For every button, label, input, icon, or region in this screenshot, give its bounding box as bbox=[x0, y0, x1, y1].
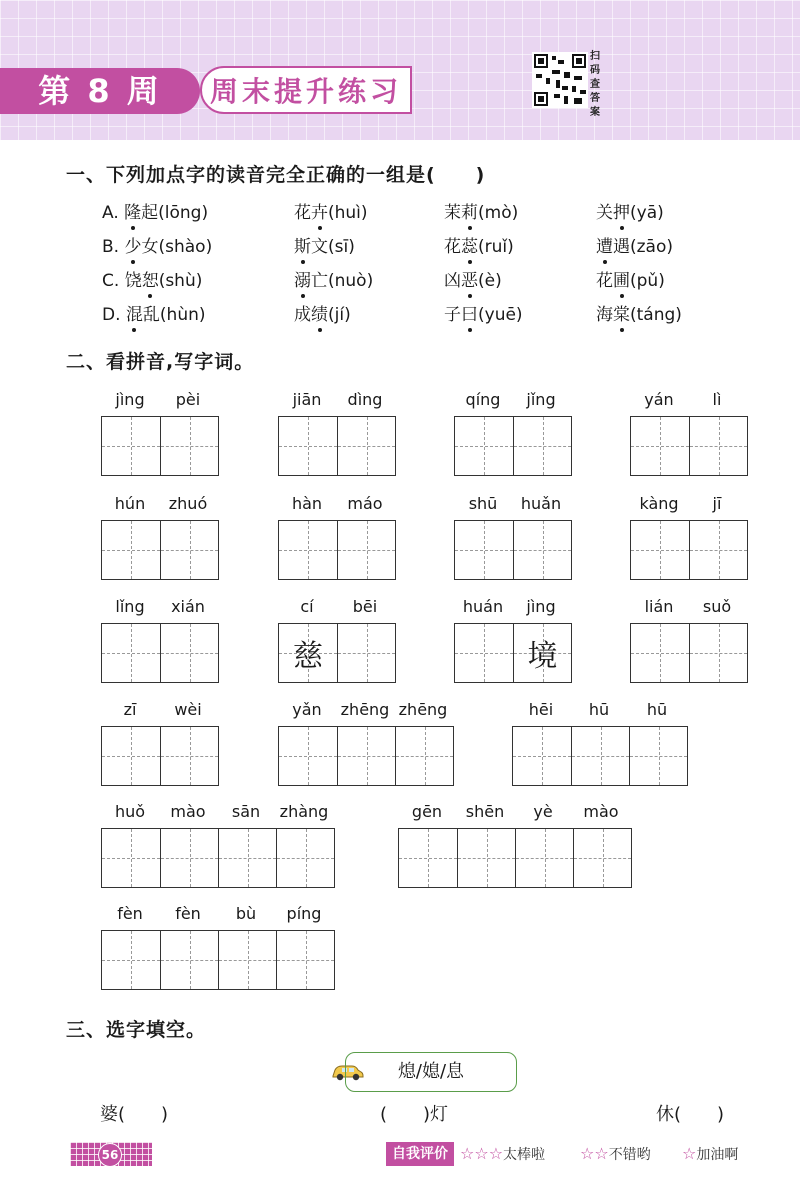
rating-good-label: 不错哟 bbox=[608, 1147, 651, 1163]
header-band bbox=[0, 0, 800, 140]
grid-row5-2[interactable] bbox=[398, 828, 632, 888]
writing-cell[interactable] bbox=[631, 417, 689, 475]
writing-cell[interactable] bbox=[279, 417, 337, 475]
rating-good[interactable] bbox=[580, 1142, 651, 1167]
star-icon: ☆ bbox=[682, 1144, 697, 1163]
pinyin-label: fèn bbox=[175, 904, 201, 923]
pinyin-label: sān bbox=[231, 802, 261, 821]
grid-row1-2[interactable] bbox=[278, 416, 396, 476]
qr-code-icon[interactable] bbox=[532, 52, 588, 108]
grid-row1-4[interactable] bbox=[630, 416, 748, 476]
dotted-char: 曰 bbox=[461, 305, 478, 325]
grid-row3-4[interactable] bbox=[630, 623, 748, 683]
pinyin-label: xián bbox=[171, 597, 205, 616]
option-b-4: 遭遇(zāo) bbox=[596, 237, 674, 257]
star-icon: ☆☆☆ bbox=[460, 1144, 504, 1163]
grid-row2-2[interactable] bbox=[278, 520, 396, 580]
writing-cell[interactable] bbox=[689, 521, 747, 579]
writing-cell[interactable] bbox=[629, 727, 687, 785]
given-character: 慈 bbox=[293, 639, 323, 674]
fill-blank-1[interactable]: 婆( ) bbox=[100, 1104, 169, 1125]
dotted-char: 隆 bbox=[124, 203, 142, 223]
writing-cell[interactable] bbox=[631, 521, 689, 579]
grid-row5-1[interactable] bbox=[101, 828, 335, 888]
writing-cell[interactable] bbox=[689, 624, 747, 682]
option-letter: C. bbox=[102, 271, 125, 291]
option-c-1: C. 饶恕(shù) bbox=[102, 271, 203, 291]
writing-cell[interactable] bbox=[513, 624, 571, 682]
pinyin-label: zhēng bbox=[398, 700, 448, 719]
pinyin-label: jìng bbox=[115, 390, 145, 409]
pinyin-label: huǎn bbox=[520, 494, 562, 513]
writing-cell[interactable] bbox=[573, 829, 631, 887]
writing-cell[interactable] bbox=[395, 727, 453, 785]
option-d-3: 子曰(yuē) bbox=[444, 305, 523, 325]
writing-cell[interactable] bbox=[160, 829, 218, 887]
option-c-4: 花圃(pǔ) bbox=[596, 271, 665, 291]
writing-cell[interactable] bbox=[455, 624, 513, 682]
pinyin-label: máo bbox=[347, 494, 383, 513]
grid-row2-3[interactable] bbox=[454, 520, 572, 580]
pinyin-label: shēn bbox=[465, 802, 505, 821]
writing-cell[interactable] bbox=[279, 624, 337, 682]
writing-cell[interactable] bbox=[160, 727, 218, 785]
dotted-char: 卉 bbox=[311, 203, 328, 223]
option-a-2: 花卉(huì) bbox=[294, 203, 368, 223]
writing-cell[interactable] bbox=[571, 727, 629, 785]
pinyin-label: cí bbox=[300, 597, 314, 616]
grid-row2-4[interactable] bbox=[630, 520, 748, 580]
pinyin-label: lǐng bbox=[115, 597, 145, 616]
grid-row2-1[interactable] bbox=[101, 520, 219, 580]
pinyin-label: lián bbox=[644, 597, 674, 616]
dotted-char: 恕 bbox=[141, 271, 159, 291]
writing-cell[interactable] bbox=[337, 521, 395, 579]
grid-row3-3[interactable] bbox=[454, 623, 572, 683]
writing-cell[interactable] bbox=[455, 417, 513, 475]
writing-cell[interactable] bbox=[102, 624, 160, 682]
writing-cell[interactable] bbox=[513, 727, 571, 785]
pinyin-label: lì bbox=[712, 390, 722, 409]
grid-row1-1[interactable] bbox=[101, 416, 219, 476]
pinyin-label: yǎn bbox=[292, 700, 322, 719]
writing-cell[interactable] bbox=[279, 521, 337, 579]
page-number: 56 bbox=[98, 1143, 122, 1167]
grid-row3-1[interactable] bbox=[101, 623, 219, 683]
pinyin-label: zhàng bbox=[279, 802, 329, 821]
option-c-3: 凶恶(è) bbox=[444, 271, 502, 291]
pinyin-label: wèi bbox=[174, 700, 202, 719]
given-character: 境 bbox=[527, 639, 558, 674]
pinyin-label: yán bbox=[644, 390, 674, 409]
pinyin-label: yè bbox=[533, 802, 553, 821]
writing-cell[interactable] bbox=[513, 521, 571, 579]
pinyin-label: suǒ bbox=[702, 597, 732, 616]
pinyin-label: bù bbox=[235, 904, 257, 923]
pinyin-label: jiān bbox=[292, 390, 322, 409]
writing-cell[interactable] bbox=[218, 829, 276, 887]
fill-blank-2[interactable]: ( )灯 bbox=[380, 1104, 449, 1125]
pinyin-label: píng bbox=[286, 904, 322, 923]
writing-cell[interactable] bbox=[160, 931, 218, 989]
writing-cell[interactable] bbox=[279, 727, 337, 785]
writing-cell[interactable] bbox=[102, 829, 160, 887]
dotted-char: 圃 bbox=[613, 271, 630, 291]
pinyin-label: hàn bbox=[291, 494, 323, 513]
option-a-3: 茉莉(mò) bbox=[444, 203, 519, 223]
writing-cell[interactable] bbox=[337, 417, 395, 475]
week-badge: 第 8 周 bbox=[0, 68, 200, 114]
dotted-char: 莉 bbox=[461, 203, 478, 223]
option-b-1: B. 少女(shào) bbox=[102, 237, 213, 257]
pinyin-label: hū bbox=[588, 700, 610, 719]
writing-cell[interactable] bbox=[102, 417, 160, 475]
grid-row4-3[interactable] bbox=[512, 726, 688, 786]
grid-row6-1[interactable] bbox=[101, 930, 335, 990]
option-d-1: D. 混乱(hùn) bbox=[102, 305, 206, 325]
rating-excellent-label: 太棒啦 bbox=[503, 1147, 546, 1163]
pinyin-label: fèn bbox=[117, 904, 143, 923]
dotted-char: 恶 bbox=[461, 271, 478, 291]
self-evaluation-label: 自我评价 bbox=[386, 1142, 454, 1166]
writing-cell[interactable] bbox=[160, 521, 218, 579]
pinyin-label: dìng bbox=[347, 390, 383, 409]
writing-cell[interactable] bbox=[160, 417, 218, 475]
option-c-2: 溺亡(nuò) bbox=[294, 271, 374, 291]
writing-cell[interactable] bbox=[337, 624, 395, 682]
section2-title: 二、看拼音,写字词。 bbox=[66, 351, 255, 373]
pinyin-label: shū bbox=[468, 494, 498, 513]
writing-cell[interactable] bbox=[455, 521, 513, 579]
pinyin-label: huán bbox=[462, 597, 504, 616]
dotted-char: 溺 bbox=[294, 271, 311, 291]
rating-excellent[interactable] bbox=[460, 1142, 545, 1167]
pinyin-label: huǒ bbox=[114, 802, 146, 821]
option-b-3: 花蕊(ruǐ) bbox=[444, 237, 514, 257]
pinyin-label: hēi bbox=[528, 700, 554, 719]
writing-cell[interactable] bbox=[631, 624, 689, 682]
pinyin-label: mào bbox=[170, 802, 206, 821]
dotted-char: 绩 bbox=[311, 305, 328, 325]
pinyin-label: jǐng bbox=[526, 390, 556, 409]
writing-cell[interactable] bbox=[102, 727, 160, 785]
option-b-2: 斯文(sī) bbox=[294, 237, 355, 257]
fill-blank-3[interactable]: 休( ) bbox=[656, 1104, 725, 1125]
grid-row4-1[interactable] bbox=[101, 726, 219, 786]
writing-cell[interactable] bbox=[102, 931, 160, 989]
pinyin-label: mào bbox=[583, 802, 619, 821]
writing-cell[interactable] bbox=[457, 829, 515, 887]
writing-cell[interactable] bbox=[515, 829, 573, 887]
grid-row1-3[interactable] bbox=[454, 416, 572, 476]
dotted-char: 混 bbox=[125, 305, 143, 325]
qr-label: 扫码查答案 bbox=[590, 51, 600, 118]
pinyin-label: gēn bbox=[411, 802, 443, 821]
pinyin-label: pèi bbox=[175, 390, 201, 409]
pinyin-label: jī bbox=[712, 494, 722, 513]
dotted-char: 遭 bbox=[596, 237, 613, 257]
option-a-1: A. 隆起(lōng) bbox=[102, 203, 209, 223]
star-icon: ☆☆ bbox=[580, 1144, 609, 1163]
rating-keep-going[interactable] bbox=[682, 1142, 738, 1167]
grid-row4-2[interactable] bbox=[278, 726, 454, 786]
option-a-4: 关押(yā) bbox=[596, 203, 664, 223]
pinyin-label: jìng bbox=[526, 597, 556, 616]
dotted-char: 蕊 bbox=[461, 237, 478, 257]
dotted-char: 少 bbox=[124, 237, 142, 257]
writing-cell[interactable] bbox=[102, 521, 160, 579]
option-letter: B. bbox=[102, 237, 125, 257]
word-choice-box: 熄/媳/息 bbox=[345, 1052, 517, 1092]
pinyin-label: hún bbox=[114, 494, 146, 513]
writing-cell[interactable] bbox=[513, 417, 571, 475]
writing-cell[interactable] bbox=[160, 624, 218, 682]
page-number-badge bbox=[70, 1142, 152, 1166]
option-letter: A. bbox=[102, 203, 125, 223]
grid-row3-2[interactable] bbox=[278, 623, 396, 683]
rating-keep-going-label: 加油啊 bbox=[696, 1147, 739, 1163]
pinyin-label: qíng bbox=[465, 390, 501, 409]
page-title: 周末提升练习 bbox=[200, 66, 412, 114]
dotted-char: 斯 bbox=[294, 237, 311, 257]
writing-cell[interactable] bbox=[218, 931, 276, 989]
writing-cell[interactable] bbox=[689, 417, 747, 475]
writing-cell[interactable] bbox=[337, 727, 395, 785]
option-d-4: 海棠(táng) bbox=[596, 305, 682, 325]
dotted-char: 棠 bbox=[613, 305, 630, 325]
pinyin-label: zhēng bbox=[340, 700, 390, 719]
pinyin-label: hū bbox=[646, 700, 668, 719]
writing-cell[interactable] bbox=[276, 931, 334, 989]
writing-cell[interactable] bbox=[399, 829, 457, 887]
section3-title: 三、选字填空。 bbox=[66, 1019, 207, 1041]
section1-title: 一、下列加点字的读音完全正确的一组是( ) bbox=[66, 164, 486, 186]
option-d-2: 成绩(jí) bbox=[294, 305, 351, 325]
pinyin-label: zī bbox=[123, 700, 137, 719]
pinyin-label: kàng bbox=[639, 494, 679, 513]
writing-cell[interactable] bbox=[276, 829, 334, 887]
option-letter: D. bbox=[102, 305, 126, 325]
pinyin-label: zhuó bbox=[168, 494, 208, 513]
pinyin-label: bēi bbox=[352, 597, 378, 616]
dotted-char: 押 bbox=[613, 203, 630, 223]
